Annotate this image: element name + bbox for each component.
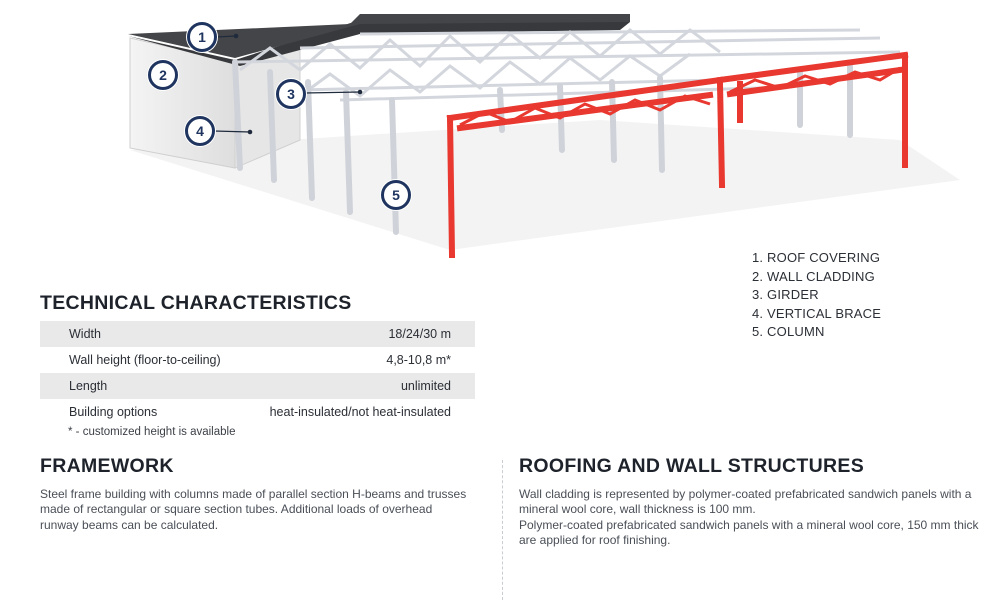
legend-item: 1. ROOF COVERING (752, 250, 881, 265)
component-legend (752, 249, 881, 342)
marker-1: 1 (187, 22, 217, 52)
marker-3: 3 (276, 79, 306, 109)
legend-item: 5. COLUMN (752, 324, 825, 340)
table-row (40, 347, 475, 373)
row-label: Width (69, 327, 101, 341)
table-row (40, 373, 475, 399)
framework-title: FRAMEWORK (40, 455, 174, 477)
legend-item: 4. VERTICAL BRACE (752, 305, 882, 321)
framework-text: Steel frame building with columns made of parallel section H-beams and trusses made of rectangular or square section tubes. Additional loads of overhead runway beams can be calculated. (40, 487, 467, 532)
height-footnote: * - customized height is available (68, 426, 236, 438)
row-value: heat-insulated/not heat-insulated (269, 405, 451, 419)
roofing-paragraph: Wall cladding is represented by polymer-coated prefabricated sandwich panels with a mineral wool core, wall thickness is 100 mm. (519, 487, 972, 517)
marker-5: 5 (381, 180, 411, 210)
row-value: 18/24/30 m (388, 327, 451, 341)
roofing-text (519, 487, 989, 549)
marker-2: 2 (148, 60, 178, 90)
building-illustration (0, 0, 1000, 290)
technical-characteristics-title: TECHNICAL CHARACTERISTICS (40, 292, 352, 314)
legend-item: 2. WALL CLADDING (752, 268, 875, 284)
row-value: unlimited (400, 379, 451, 393)
row-value: 4,8-10,8 m* (386, 353, 451, 367)
marker-4: 4 (185, 116, 215, 146)
column-divider (502, 460, 503, 600)
row-label: Building options (69, 405, 158, 419)
row-label: Wall height (floor-to-ceiling) (69, 353, 221, 367)
roofing-title: ROOFING AND WALL STRUCTURES (519, 455, 865, 477)
table-row (40, 321, 475, 347)
technical-table (40, 321, 475, 425)
roofing-paragraph: Polymer-coated prefabricated sandwich panels with a mineral wool core, 150 mm thick are applied for roof finishing. (519, 517, 979, 548)
legend-item: 3. GIRDER (752, 287, 819, 303)
table-row (40, 399, 475, 425)
row-label: Length (69, 379, 108, 393)
